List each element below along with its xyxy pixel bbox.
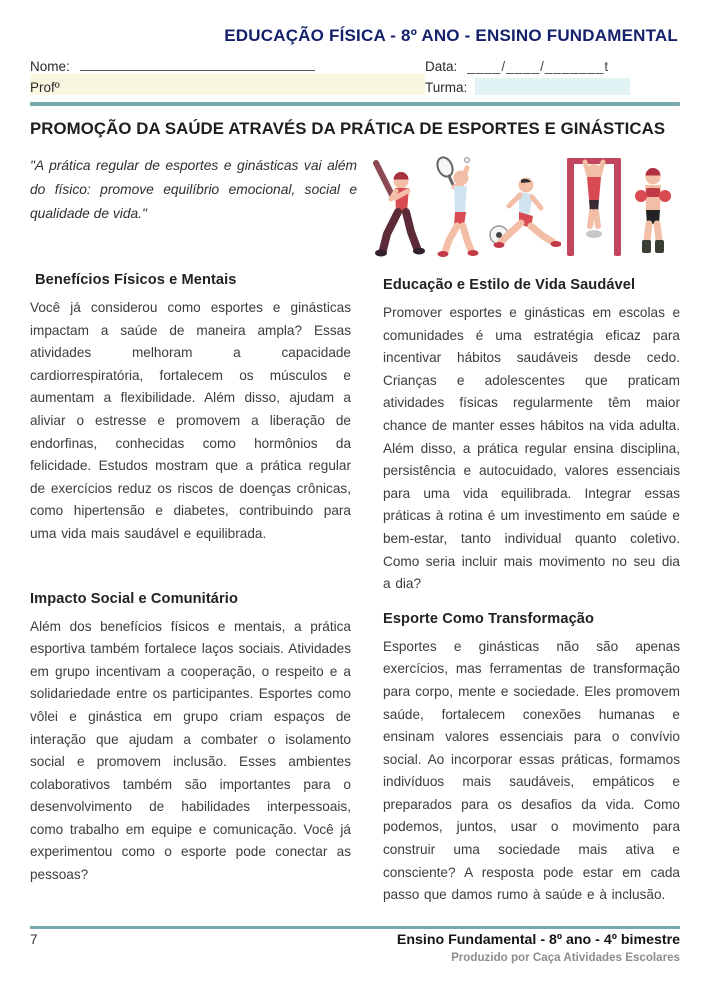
- footer-producer: Produzido por Caça Atividades Escolares: [451, 951, 680, 964]
- teacher-row: [30, 74, 425, 95]
- date-label: Data:: [425, 59, 458, 74]
- footer-edition: Ensino Fundamental - 8º ano - 4º bimestre: [396, 932, 680, 948]
- section-body-educacao: Promover esportes e ginásticas em escolas e comunidades é uma estratégia eficaz para incentivar hábitos saudáveis desde cedo. Crianças e adolescentes que praticam atividades físicas regularmente têm maior chance de manter esses hábitos na vida adulta. Além disso, a prática regular ensina disciplina, persistência e autocuidado, valores essenciais para uma vida equilibrada. Integrar essas práticas à rotina é um investimento em saúde e bem-estar, tanto individual quanto coletivo. Como seria incluir mais movimento no seu dia a dia?: [383, 305, 680, 592]
- soccer-player-icon: [485, 172, 561, 258]
- page-footer: [30, 926, 680, 965]
- page-number: 7: [30, 932, 38, 947]
- racket-player-icon: [427, 154, 485, 258]
- column-left: [30, 266, 351, 907]
- date-row: [425, 53, 680, 74]
- section-heading-beneficios: Benefícios Físicos e Mentais: [35, 272, 237, 288]
- header-form: [30, 53, 680, 95]
- pullup-athlete-icon: [561, 154, 627, 258]
- class-row: [425, 74, 680, 95]
- section-body-beneficios: Você já considerou como esportes e ginásticas impactam a saúde de maneira ampla? Essas atividades melhoram a capacidade cardiorrespiratória, fortalecem os músculos e aumentam a flexibilidade. Além disso, ajudam a aliviar o estresse e promovem a liberação de endorfinas, conhecidas como hormônios da felicidade. Estudos mostram que a prática regular de exercícios reduz os riscos de doenças crônicas, como hipertensão e diabetes, contribuindo para uma vida mais saudável e equilibrada.: [30, 300, 351, 541]
- intro-row: [30, 154, 680, 258]
- teacher-label: Profº: [30, 80, 60, 95]
- boxer-icon: [627, 166, 679, 258]
- header-divider-rule: [30, 102, 680, 106]
- name-blank-line[interactable]: [80, 70, 315, 71]
- section-body-esporte: Esportes e ginásticas não são apenas exercícios, mas ferramentas de transformação para corpo, mente e sociedade. Eles promovem saúde, fortalecem conexões humanas e ensinam valores essenciais para o convívio social. Ao incorporar essas práticas, formamos indivíduos mais saudáveis, empáticos e preparados para os desafios da vida. Como podemos, juntos, usar o movimento para construir uma sociedade mais ativa e consciente? A resposta pode estar em cada passo que damos rumo à saúde e à inclusão.: [383, 638, 680, 903]
- baseball-batter-icon: [371, 160, 427, 258]
- class-blank-field[interactable]: [475, 78, 630, 95]
- content-columns: [30, 266, 680, 907]
- class-label: Turma:: [425, 80, 468, 95]
- worksheet-title: PROMOÇÃO DA SAÚDE ATRAVÉS DA PRÁTICA DE ESPORTES E GINÁSTICAS: [30, 119, 666, 138]
- sports-illustrations: [357, 154, 681, 258]
- name-row: [30, 53, 425, 74]
- section-heading-impacto: Impacto Social e Comunitário: [30, 590, 238, 607]
- quote-text: "A prática regular de esportes e ginásticas vai além do físico: promove equilíbrio emocional, social e qualidade de vida.": [30, 158, 357, 221]
- header-form-left: [30, 53, 425, 95]
- date-blank-line[interactable]: ____/____/_______t: [467, 59, 610, 74]
- header-form-right: [425, 53, 680, 95]
- section-body-impacto: Além dos benefícios físicos e mentais, a prática esportiva também fortalece laços sociais. Atividades em grupo incentivam a cooperação, o respeito e a solidariedade entre os participantes. Esportes como vôlei e ginástica em grupo criam espaços de interação que ajudam a combater o isolamento social e promovem inclusão. Esses ambientes colaborativos também são importantes para o desenvolvimento de habilidades interpessoais, como trabalho em equipe e comunicação. Você já experimentou como o esporte pode conectar as pessoas?: [30, 618, 351, 883]
- section-heading-esporte: Esporte Como Transformação: [383, 610, 595, 627]
- document-title: EDUCAÇÃO FÍSICA - 8º ANO - ENSINO FUNDAMENTAL: [224, 26, 678, 45]
- name-label: Nome:: [30, 59, 70, 74]
- section-heading-educacao: Educação e Estilo de Vida Saudável: [383, 277, 636, 293]
- column-right: [383, 266, 680, 907]
